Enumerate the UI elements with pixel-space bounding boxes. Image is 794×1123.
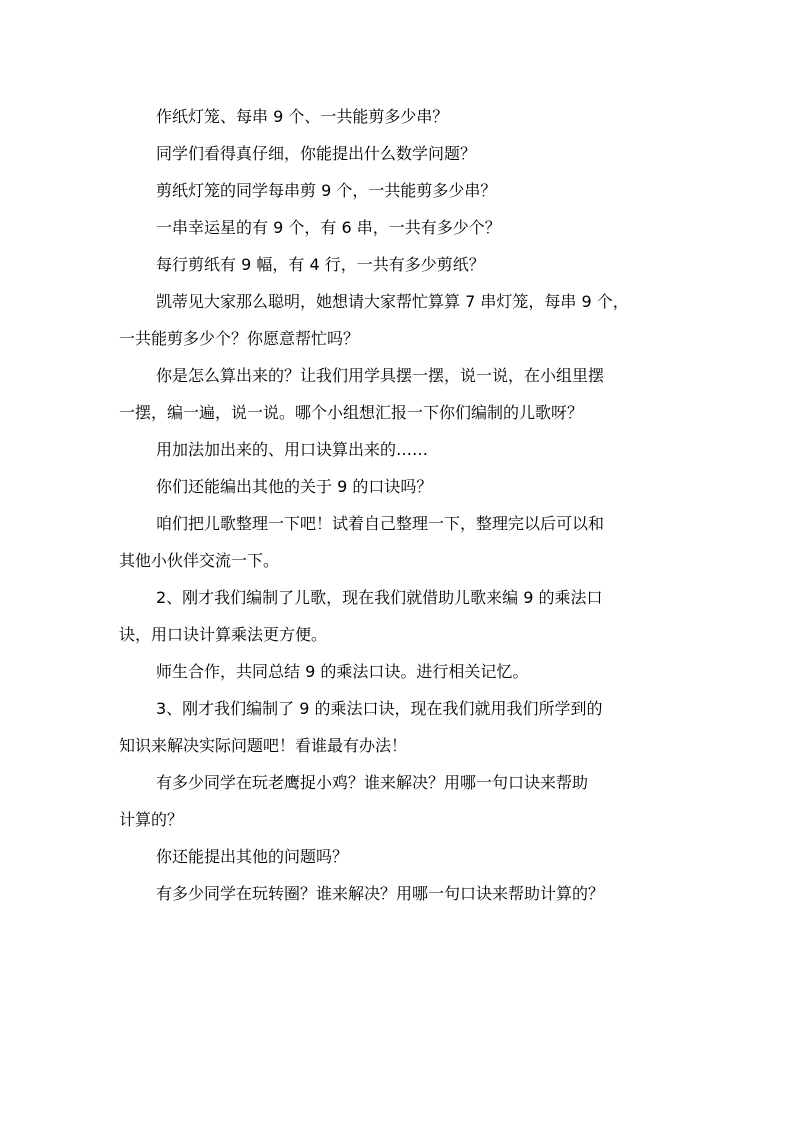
text-line: 你们还能编出其他的关于 9 的口诀吗？: [156, 477, 433, 496]
text-line: 一摆，编一遍，说一说。哪个小组想汇报一下你们编制的儿歌呀？: [119, 403, 584, 422]
text-line: 你是怎么算出来的？让我们用学具摆一摆，说一说，在小组里摆: [156, 366, 605, 385]
text-line: 师生合作，共同总结 9 的乘法口诀。进行相关记忆。: [156, 662, 529, 681]
text-line: 计算的？: [119, 810, 184, 829]
text-line: 其他小伙伴交流一下。: [119, 551, 280, 570]
text-line: 作纸灯笼、每串 9 个、一共能剪多少串？: [156, 107, 449, 126]
text-line: 同学们看得真仔细，你能提出什么数学问题？: [156, 144, 477, 163]
document-body: [119, 98, 675, 912]
text-line: 咱们把儿歌整理一下吧！试着自己整理一下，整理完以后可以和: [156, 514, 605, 533]
text-line: 剪纸灯笼的同学每串剪 9 个，一共能剪多少串？: [156, 181, 497, 200]
text-line: 2、刚才我们编制了儿歌，现在我们就借助儿歌来编 9 的乘法口: [156, 588, 603, 607]
text-line: 有多少同学在玩转圈？谁来解决？用哪一句口诀来帮助计算的？: [156, 884, 605, 903]
text-line: 凯蒂见大家那么聪明，她想请大家帮忙算算 7 串灯笼，每串 9 个，: [156, 292, 629, 311]
text-line: 有多少同学在玩老鹰捉小鸡？谁来解决？用哪一句口诀来帮助: [156, 773, 589, 792]
text-line: 用加法加出来的、用口诀算出来的……: [156, 440, 429, 459]
text-line: 诀，用口诀计算乘法更方便。: [119, 625, 328, 644]
text-line: 你还能提出其他的问题吗？: [156, 847, 349, 866]
text-line: 每行剪纸有 9 幅，有 4 行，一共有多少剪纸？: [156, 255, 485, 274]
text-line: 一串幸运星的有 9 个，有 6 串，一共有多少个？: [156, 218, 501, 237]
text-line: 3、刚才我们编制了 9 的乘法口诀，现在我们就用我们所学到的: [156, 699, 603, 718]
text-line: 一共能剪多少个？你愿意帮忙吗？: [119, 329, 360, 348]
text-line: 知识来解决实际问题吧！看谁最有办法！: [119, 736, 408, 755]
